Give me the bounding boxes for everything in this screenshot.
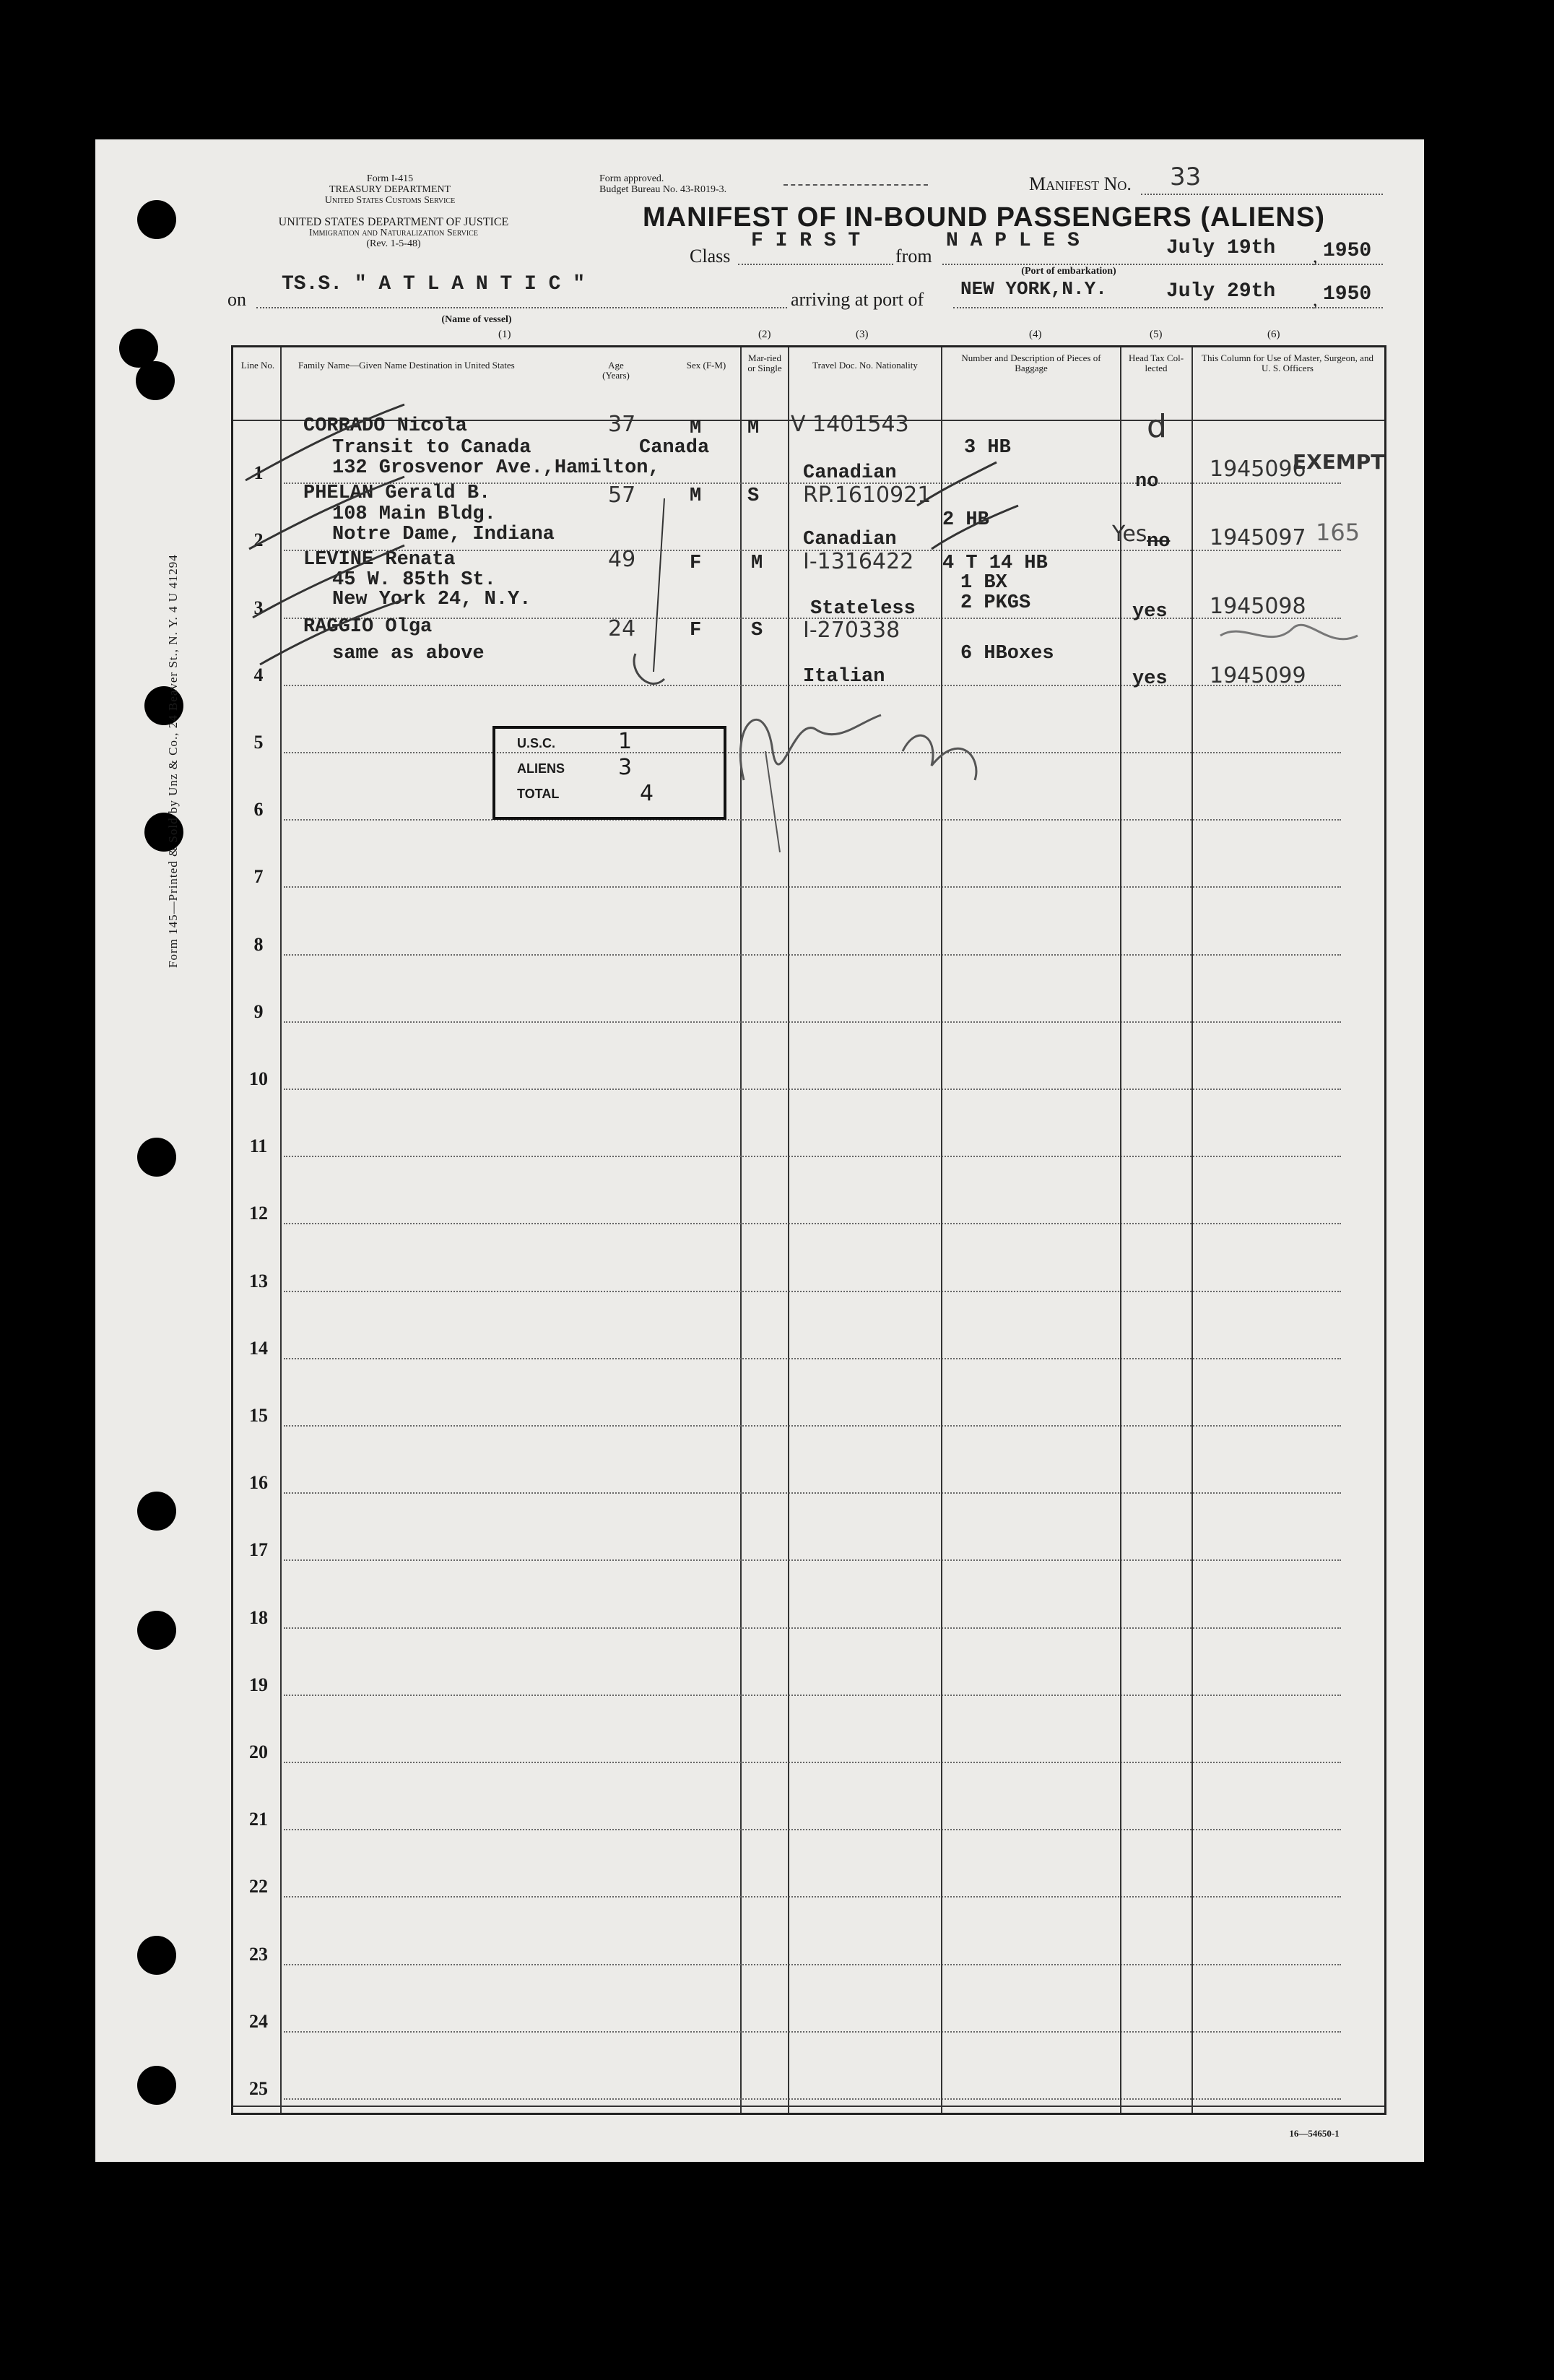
class-label: Class <box>690 246 731 267</box>
col-num-4: (4) <box>1029 329 1042 340</box>
embark-caption: (Port of embarkation) <box>1021 266 1116 277</box>
col-head-sex: Sex (F-M) <box>686 360 726 371</box>
strike-stroke <box>246 404 404 480</box>
row-number: 22 <box>249 1876 268 1897</box>
budget-text: Budget Bureau No. 43-R019-3. <box>599 184 727 195</box>
entry-phelan-note: 165 <box>1316 519 1360 546</box>
entry-levine-age: 49 <box>608 547 636 572</box>
customs-text: United States Customs Service <box>324 195 456 206</box>
stamp-aliens-label: ALIENS <box>517 761 565 776</box>
col-num-1: (1) <box>498 329 511 340</box>
row-number: 9 <box>253 1000 264 1022</box>
page-title: MANIFEST OF IN-BOUND PASSENGERS (ALIENS) <box>643 202 1325 233</box>
entry-levine-bag3: 2 PKGS <box>960 592 1031 614</box>
col-num-3: (3) <box>856 329 869 340</box>
row-number: 25 <box>249 2078 268 2099</box>
entry-raggio-dest: same as above <box>332 643 485 665</box>
entry-phelan-dest1: 108 Main Bldg. <box>332 503 496 525</box>
initials-scribble <box>903 735 976 780</box>
entry-levine-sex: F <box>690 553 702 574</box>
printer-imprint: Form 145—Printed & Sold by Unz & Co., 24 Beaver St., N. Y. 4 U 41294 <box>166 554 180 968</box>
entry-phelan-name: PHELAN Gerald B. <box>303 483 491 504</box>
entry-corrado-nat: Canadian <box>803 462 897 484</box>
row-number: 2 <box>253 529 264 551</box>
row-number: 10 <box>249 1068 268 1089</box>
row-number: 21 <box>249 1809 268 1830</box>
entry-corrado-ms: M <box>747 417 760 439</box>
entry-corrado-bag: 3 HB <box>964 437 1011 459</box>
ins-text: Immigration and Naturalization Service <box>309 228 478 238</box>
depart-date: July 19th <box>1166 237 1276 259</box>
embark-port: N A P L E S <box>946 230 1080 252</box>
entry-levine-name: LEVINE Renata <box>303 549 456 571</box>
depart-year: 1950 <box>1323 240 1372 262</box>
col-head-line: Line No. <box>240 360 275 371</box>
initials-scribble <box>765 751 780 852</box>
row-number: 24 <box>249 2010 268 2032</box>
col-num-2: (2) <box>758 329 771 340</box>
col-head-travel: Travel Doc. No. Nationality <box>812 360 918 371</box>
entry-raggio-sex: F <box>690 620 702 641</box>
entry-raggio-nat: Italian <box>803 666 885 688</box>
col-num-6: (6) <box>1267 329 1280 340</box>
footer-code: 16—54650-1 <box>1289 2128 1340 2139</box>
row-number: 4 <box>253 664 264 685</box>
from-label: from <box>895 246 932 267</box>
entry-phelan-ms: S <box>747 485 760 507</box>
row-number: 15 <box>249 1405 268 1426</box>
entry-phelan-dest2: Notre Dame, Indiana <box>332 524 555 545</box>
entry-raggio-ms: S <box>751 620 763 641</box>
form-number-text: Form I-415 <box>366 173 414 184</box>
row-number: 7 <box>253 866 264 888</box>
entry-phelan-tax: no <box>1147 531 1171 553</box>
entry-phelan-bag: 2 HB <box>942 509 989 531</box>
stamp-total-value: 4 <box>640 781 654 806</box>
entry-corrado-dest2: 132 Grosvenor Ave.,Hamilton, <box>332 457 660 479</box>
approved-text: Form approved. <box>599 173 664 184</box>
entry-phelan-doc: RP.1610921 <box>803 483 932 508</box>
entry-corrado-tax-mark: d <box>1147 408 1167 445</box>
manifest-number: 33 <box>1170 163 1202 191</box>
col-num-5: (5) <box>1150 329 1163 340</box>
entry-corrado-doc: V 1401543 <box>791 412 909 437</box>
strike-stroke <box>249 477 404 549</box>
arrival-port: NEW YORK,N.Y. <box>960 278 1107 300</box>
entry-raggio-tax: yes <box>1132 668 1168 690</box>
arrival-date: July 29th <box>1166 280 1276 303</box>
strike-stroke <box>260 600 404 665</box>
entry-corrado-exempt: EXEMPT <box>1293 450 1385 474</box>
strike-stroke <box>932 506 1018 549</box>
entry-corrado-dest1b: Canada <box>639 437 710 459</box>
row-number: 14 <box>249 1337 268 1359</box>
arrival-year: 1950 <box>1323 283 1372 306</box>
row-number: 6 <box>253 799 264 821</box>
alien-count-stamp <box>492 726 726 820</box>
depart-comma: , <box>1313 246 1318 267</box>
row-number: 5 <box>253 732 264 753</box>
entry-levine-bag2: 1 BX <box>960 572 1007 594</box>
row-number: 19 <box>249 1674 268 1695</box>
col-head-name: Family Name—Given Name Destination in United States <box>298 360 515 371</box>
entry-raggio-name: RAGGIO Olga <box>303 616 433 638</box>
row-number: 8 <box>253 933 264 955</box>
dept-text: TREASURY DEPARTMENT <box>329 184 451 195</box>
entry-corrado-age: 37 <box>608 412 636 437</box>
manifest-label: Manifest No. <box>1029 173 1132 194</box>
entry-corrado-sex: M <box>690 417 702 439</box>
row-number: 13 <box>249 1270 268 1291</box>
col-head-officers: This Column for Use of Master, Surgeon, and U. S. Officers <box>1202 352 1373 373</box>
justice-text: UNITED STATES DEPARTMENT OF JUSTICE <box>278 216 509 228</box>
entry-raggio-bag: 6 HBoxes <box>960 643 1054 665</box>
stamp-usc-label: U.S.C. <box>517 736 556 750</box>
on-label: on <box>227 289 246 310</box>
stamp-aliens-value: 3 <box>618 755 633 780</box>
entry-corrado-tax: no <box>1135 471 1159 493</box>
entry-phelan-officer: 1945097 <box>1210 525 1306 550</box>
entry-levine-ms: M <box>751 553 763 574</box>
row-number: 12 <box>249 1203 268 1224</box>
vessel-name: TS.S. " A T L A N T I C " <box>282 273 586 295</box>
col-head-baggage: Number and Description of Pieces of Baggage <box>961 352 1101 373</box>
entry-phelan-tax-hand: Yes <box>1112 522 1147 547</box>
row-number: 1 <box>253 462 264 484</box>
entry-levine-dest2: New York 24, N.Y. <box>332 589 531 610</box>
entry-raggio-age: 24 <box>608 616 636 641</box>
vessel-caption: (Name of vessel) <box>441 314 512 325</box>
entry-corrado-dest1: Transit to Canada <box>332 437 531 459</box>
row-number: 11 <box>249 1135 268 1157</box>
entry-levine-doc: I-1316422 <box>803 549 914 574</box>
arrival-comma: , <box>1313 289 1318 310</box>
entry-levine-bag1: 4 T 14 HB <box>942 553 1048 574</box>
entry-phelan-age: 57 <box>608 483 636 508</box>
entry-levine-officer: 1945098 <box>1210 594 1306 619</box>
rev-text: (Rev. 1-5-48) <box>366 238 421 249</box>
entry-phelan-sex: M <box>690 485 702 507</box>
row-number: 3 <box>253 597 264 618</box>
row-number: 17 <box>249 1539 268 1561</box>
row-number: 20 <box>249 1741 268 1762</box>
col-head-headtax: Head Tax Col-lected <box>1128 352 1184 373</box>
entry-levine-dest1: 45 W. 85th St. <box>332 569 496 591</box>
initials-scribble <box>740 715 881 780</box>
col-head-married: Mar-ried or Single <box>747 352 782 373</box>
row-number: 16 <box>249 1472 268 1494</box>
col-head-age: Age (Years) <box>602 360 630 381</box>
class-value: F I R S T <box>751 230 861 252</box>
entry-raggio-doc: I-270338 <box>803 618 900 643</box>
stamp-usc-value: 1 <box>618 729 633 754</box>
entry-levine-nat: Stateless <box>810 598 916 620</box>
row-number: 18 <box>249 1606 268 1628</box>
row-number: 23 <box>249 1943 268 1965</box>
entry-corrado-officer: 1945096 <box>1210 456 1306 482</box>
strike-stroke <box>917 462 997 506</box>
arriving-label: arriving at port of <box>791 289 924 310</box>
stamp-total-label: TOTAL <box>517 787 560 801</box>
entry-phelan-nat: Canadian <box>803 529 897 550</box>
entry-levine-tax: yes <box>1132 601 1168 623</box>
entry-corrado-name: CORRADO Nicola <box>303 415 467 437</box>
check-mark <box>634 654 664 684</box>
strike-stroke <box>654 498 664 672</box>
entry-raggio-officer: 1945099 <box>1210 663 1306 688</box>
initials-scribble <box>1220 625 1358 639</box>
